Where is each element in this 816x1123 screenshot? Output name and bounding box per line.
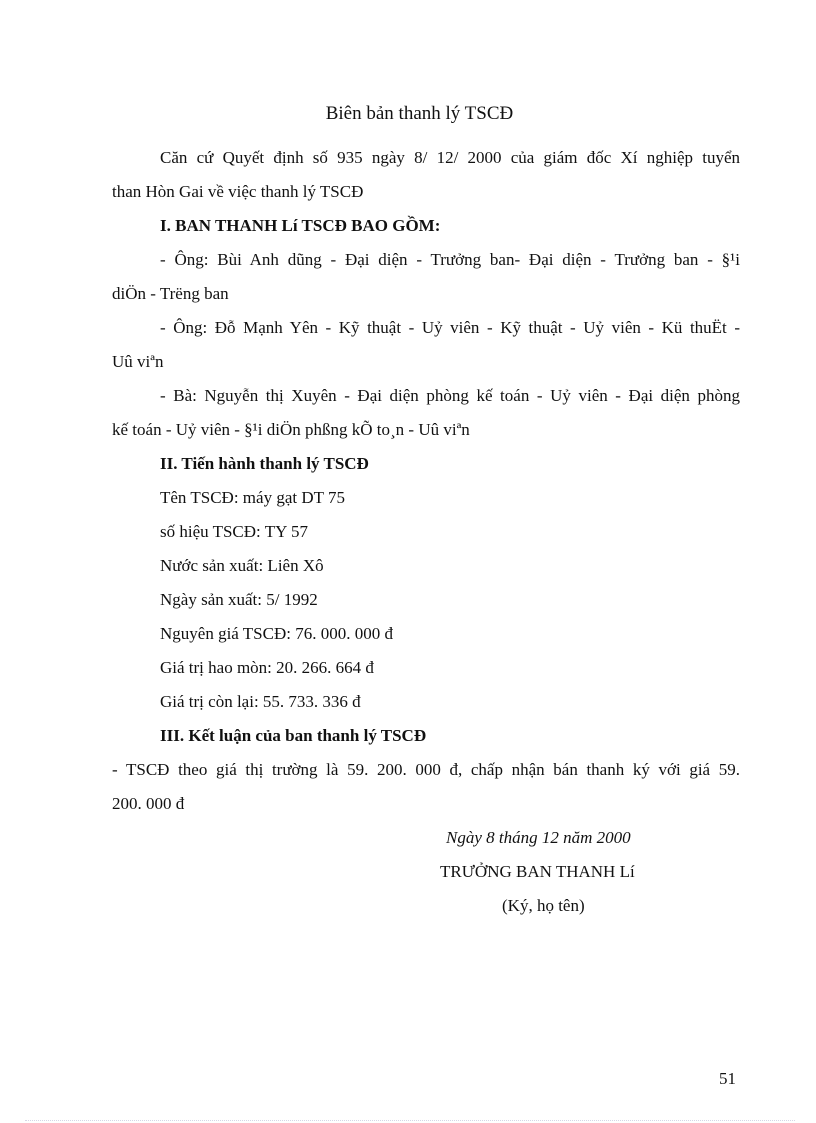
asset-serial: số hiệu TSCĐ: TY 57: [160, 522, 308, 541]
section-1-heading: I. BAN THANH Lí TSCĐ BAO GỒM:: [160, 216, 441, 235]
asset-manufacture-date: Ngày sản xuất: 5/ 1992: [160, 590, 318, 609]
document-title: Biên bản thanh lý TSCĐ: [325, 103, 514, 124]
asset-remaining-value: Giá trị còn lại: 55. 733. 336 đ: [160, 692, 361, 711]
page-bottom-divider: [25, 1120, 795, 1121]
member-1-line-1: - Ông: Bùi Anh dũng - Đại diện - Trưởng ban- Đại diện - Trưởng ban - §¹i: [160, 250, 740, 269]
member-2-line-2: Uû viªn: [112, 352, 164, 371]
signature-role: TRƯỞNG BAN THANH Lí: [440, 862, 635, 881]
intro-line-1: Căn cứ Quyết định số 935 ngày 8/ 12/ 2000 của giám đốc Xí nghiệp tuyển: [160, 148, 740, 167]
member-3-line-2: kế toán - Uỷ viên - §¹i diÖn phßng kÕ to¸n - Uû viªn: [112, 420, 470, 439]
intro-line-2: than Hòn Gai về việc thanh lý TSCĐ: [112, 182, 364, 201]
asset-original-cost: Nguyên giá TSCĐ: 76. 000. 000 đ: [160, 624, 393, 643]
member-1-line-2: diÖn - Trëng ban: [112, 284, 229, 303]
asset-name: Tên TSCĐ: máy gạt DT 75: [160, 488, 345, 507]
member-2-line-1: - Ông: Đỗ Mạnh Yên - Kỹ thuật - Uỷ viên - Kỹ thuật - Uỷ viên - Kü thuËt -: [160, 318, 740, 337]
conclusion-line-1: - TSCĐ theo giá thị trường là 59. 200. 000 đ, chấp nhận bán thanh ký với giá 59.: [112, 760, 740, 779]
member-3-line-1: - Bà: Nguyễn thị Xuyên - Đại diện phòng kế toán - Uỷ viên - Đại diện phòng: [160, 386, 740, 405]
signature-date: Ngày 8 tháng 12 năm 2000: [446, 828, 631, 847]
signature-note: (Ký, họ tên): [502, 896, 585, 915]
page-number: 51: [719, 1069, 736, 1088]
asset-country: Nước sản xuất: Liên Xô: [160, 556, 324, 575]
section-2-heading: II. Tiến hành thanh lý TSCĐ: [160, 454, 369, 473]
asset-depreciation: Giá trị hao mòn: 20. 266. 664 đ: [160, 658, 374, 677]
section-3-heading: III. Kết luận của ban thanh lý TSCĐ: [160, 726, 427, 745]
conclusion-line-2: 200. 000 đ: [112, 794, 185, 813]
